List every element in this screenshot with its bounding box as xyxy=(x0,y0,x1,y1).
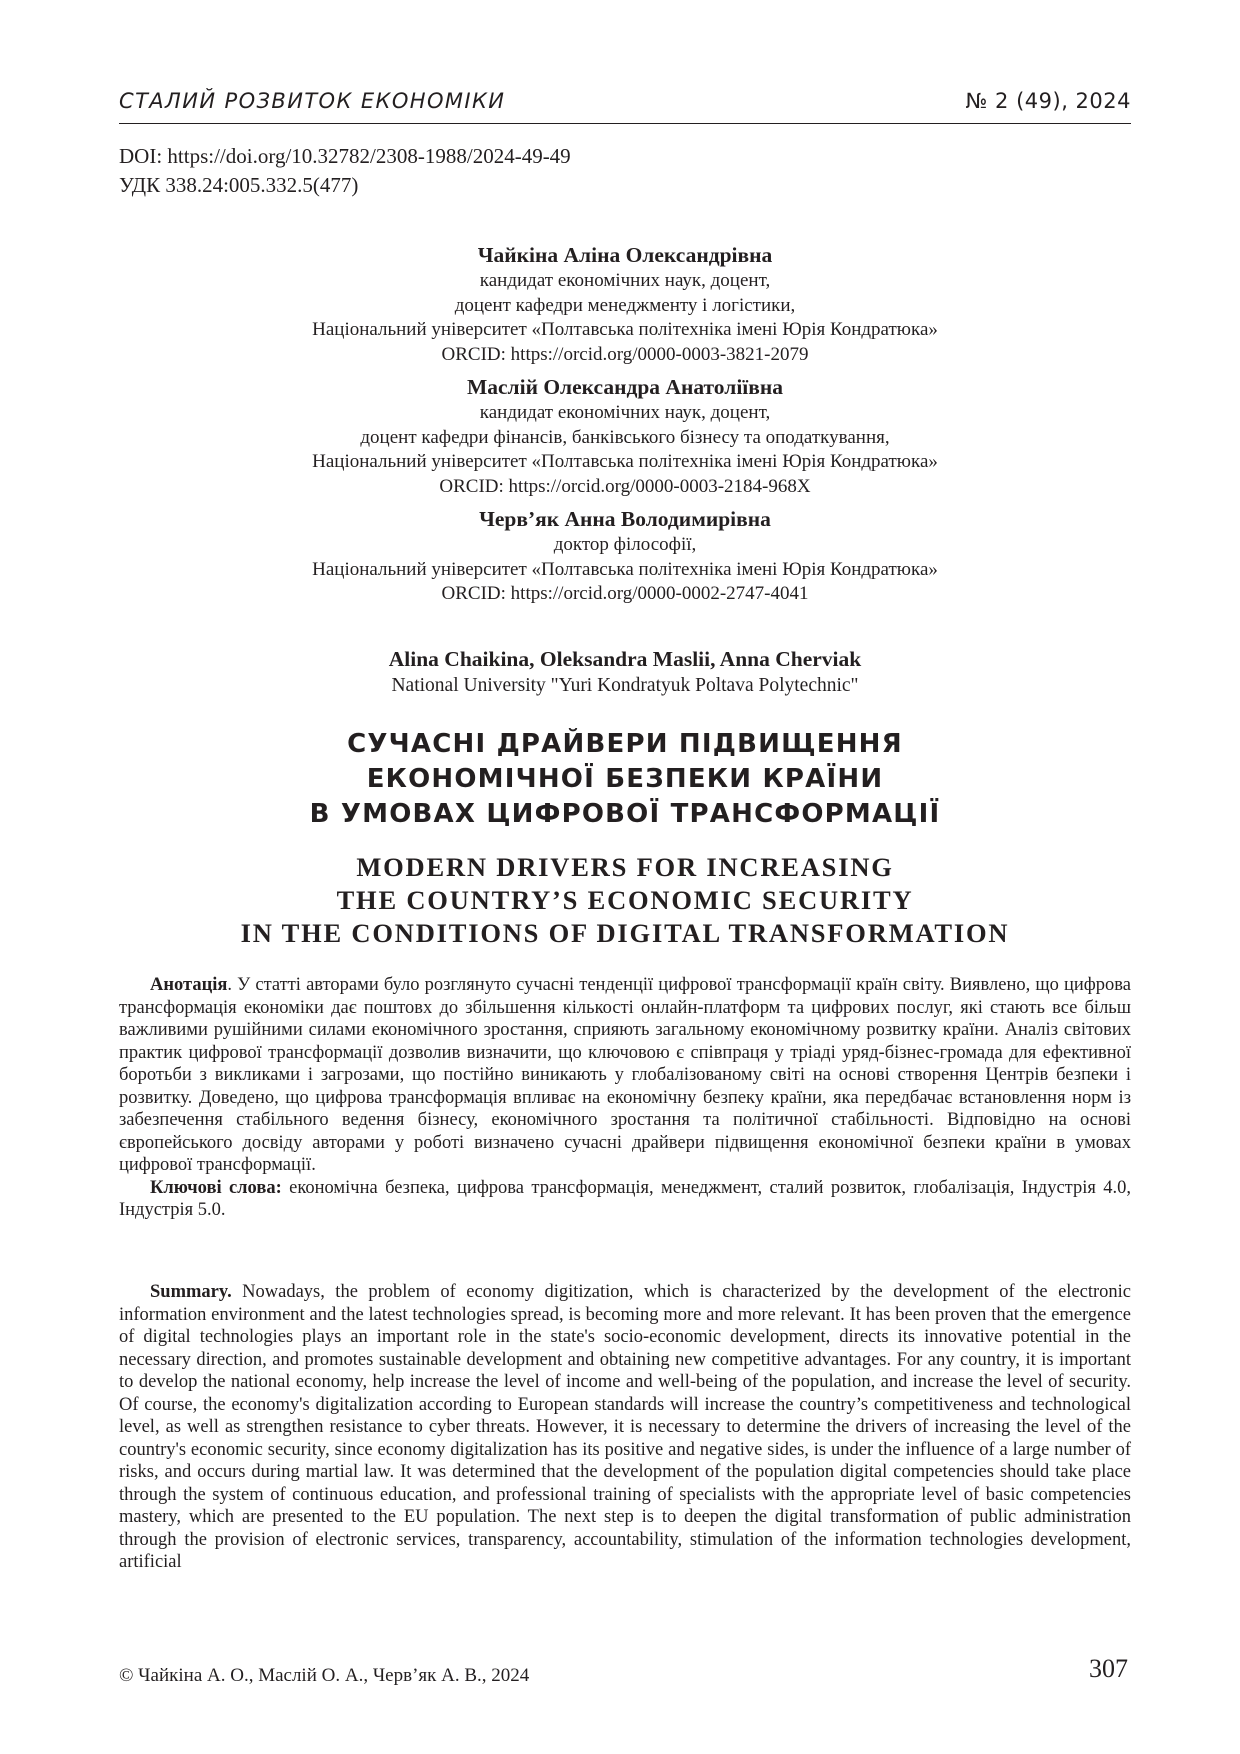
summary-label: Summary. xyxy=(150,1282,232,1302)
identifiers xyxy=(119,142,571,200)
author-block xyxy=(119,242,1131,367)
author-name: Чайкіна Аліна Олександрівна xyxy=(477,243,773,267)
udc: УДК 338.24:005.332.5(477) xyxy=(119,173,359,197)
author-degree: доктор філософії, xyxy=(553,534,697,555)
summary-paragraph xyxy=(119,1281,1131,1574)
author-block xyxy=(119,374,1131,499)
author-list xyxy=(119,242,1131,614)
author-orcid[interactable]: ORCID: https://orcid.org/0000-0002-2747-4041 xyxy=(441,583,809,604)
author-affiliation: Національний університет «Полтавська політехніка імені Юрія Кондратюка» xyxy=(312,319,938,340)
keywords-paragraph xyxy=(119,1177,1131,1222)
author-affiliation: Національний університет «Полтавська політехніка імені Юрія Кондратюка» xyxy=(312,558,938,580)
keywords-label: Ключові слова: xyxy=(150,1177,282,1198)
title-line: СУЧАСНІ ДРАЙВЕРИ ПІДВИЩЕННЯ xyxy=(347,729,903,759)
author-orcid[interactable]: ORCID: https://orcid.org/0000-0003-3821-2079 xyxy=(441,343,809,365)
summary-text: Nowadays, the problem of economy digitization, which is characterized by the development of the electronic information environment and the latest technologies spread, is becoming more and more relevant. It has been proven that the emergence of digital technologies plays an important role in the state's socio-economic development, directs its innovative potential in the necessary direction, and promotes sustainable development and obtaining new competitive advantages. For any country, it is important to develop the national economy, help increase the level of income and well-being of the population, and increase the level of security. Of course, the economy's digitalization according to European standards will increase the country’s competitiveness and technological level, as well as strengthen resistance to cyber threats. However, it is necessary to determine the drivers of increasing the level of the country's economic security, since economy digitalization has its positive and negative sides, is under the influence of a large number of risks, and occurs during martial law. It was determined that the development of the population digital competencies should take place through the system of continuous education, and professional training of specialists with the appropriate level of basic competencies mastery, which are presented to the EU population. The next step is to deepen the digital transformation of public administration through the provision of electronic services, transparency, accountability, stimulation of the information technologies development, artificial xyxy=(119,1282,1131,1572)
abstract-paragraph xyxy=(119,974,1131,1177)
english-authors xyxy=(119,646,1131,698)
author-degree: кандидат економічних наук, доцент, xyxy=(479,402,771,423)
running-head xyxy=(119,89,1131,124)
title-line: В УМОВАХ ЦИФРОВОЇ ТРАНСФОРМАЦІЇ xyxy=(309,799,941,829)
summary xyxy=(119,1281,1131,1574)
abstract-label: Анотація xyxy=(150,975,228,995)
abstract-text: . У статті авторами було розглянуто сучасні тенденції цифрової трансформації країн світу. Виявлено, що цифрова трансформація економіки дає поштовх до збільшення кількості онлайн-платформ та цифрових послуг, які стають все більш важливими рушійними силами економічного зростання, сприяють загальному економічному розвитку країни. Аналіз світових практик цифрової трансформації дозволив визначити, що ключовою є співпраця у тріаді уряд-бізнес-громада для ефективної боротьби з викликами і загрозами, що постійно виникають у глобалізованому світі на основі створення Центрів безпеки і розвитку. Доведено, що цифрова трансформація впливає на економічну безпеку країни, яка передбачає встановлення норм із забезпечення стабільного ведення бізнесу, економічного зростання та політичної стабільності. Відповідно на основі європейського досвіду авторами у роботі визначено сучасні драйвери підвищення економічної безпеки країни в умовах цифрової трансформації. xyxy=(119,975,1131,1175)
author-name: Маслій Олександра Анатоліївна xyxy=(466,375,784,399)
title-line: IN THE CONDITIONS OF DIGITAL TRANSFORMATION xyxy=(240,918,1010,948)
english-author-names: Alina Chaikina, Oleksandra Maslii, Anna Cherviak xyxy=(388,647,862,671)
author-degree: кандидат економічних наук, доцент, xyxy=(479,270,771,291)
copyright: © Чайкіна А. О., Маслій О. А., Черв’як А. В., 2024 xyxy=(119,1665,530,1686)
author-position: доцент кафедри менеджменту і логістики, xyxy=(454,294,796,316)
keywords-text: економічна безпека, цифрова трансформація, менеджмент, сталий розвиток, глобалізація, Індустрія 4.0, Індустрія 5.0. xyxy=(119,1177,1131,1220)
title-ukrainian xyxy=(119,727,1131,832)
author-name: Черв’як Анна Володимирівна xyxy=(479,507,771,531)
author-orcid[interactable]: ORCID: https://orcid.org/0000-0003-2184-968X xyxy=(439,475,811,497)
title-line: ЕКОНОМІЧНОЇ БЕЗПЕКИ КРАЇНИ xyxy=(366,764,884,794)
author-position: доцент кафедри фінансів, банківського бізнесу та оподаткування, xyxy=(360,426,890,448)
title-line: MODERN DRIVERS FOR INCREASING xyxy=(356,852,894,882)
abstract xyxy=(119,974,1131,1222)
journal-title: СТАЛИЙ РОЗВИТОК ЕКОНОМІКИ xyxy=(119,89,506,113)
page-number: 307 xyxy=(1089,1654,1128,1683)
english-affiliation: National University "Yuri Kondratyuk Poltava Polytechnic" xyxy=(391,675,859,696)
author-block xyxy=(119,506,1131,607)
author-affiliation: Національний університет «Полтавська політехніка імені Юрія Кондратюка» xyxy=(312,451,938,472)
issue-number: № 2 (49), 2024 xyxy=(965,89,1131,113)
title-line: THE COUNTRY’S ECONOMIC SECURITY xyxy=(336,885,914,915)
title-english xyxy=(119,851,1131,950)
doi[interactable]: DOI: https://doi.org/10.32782/2308-1988/2024-49-49 xyxy=(119,144,571,168)
